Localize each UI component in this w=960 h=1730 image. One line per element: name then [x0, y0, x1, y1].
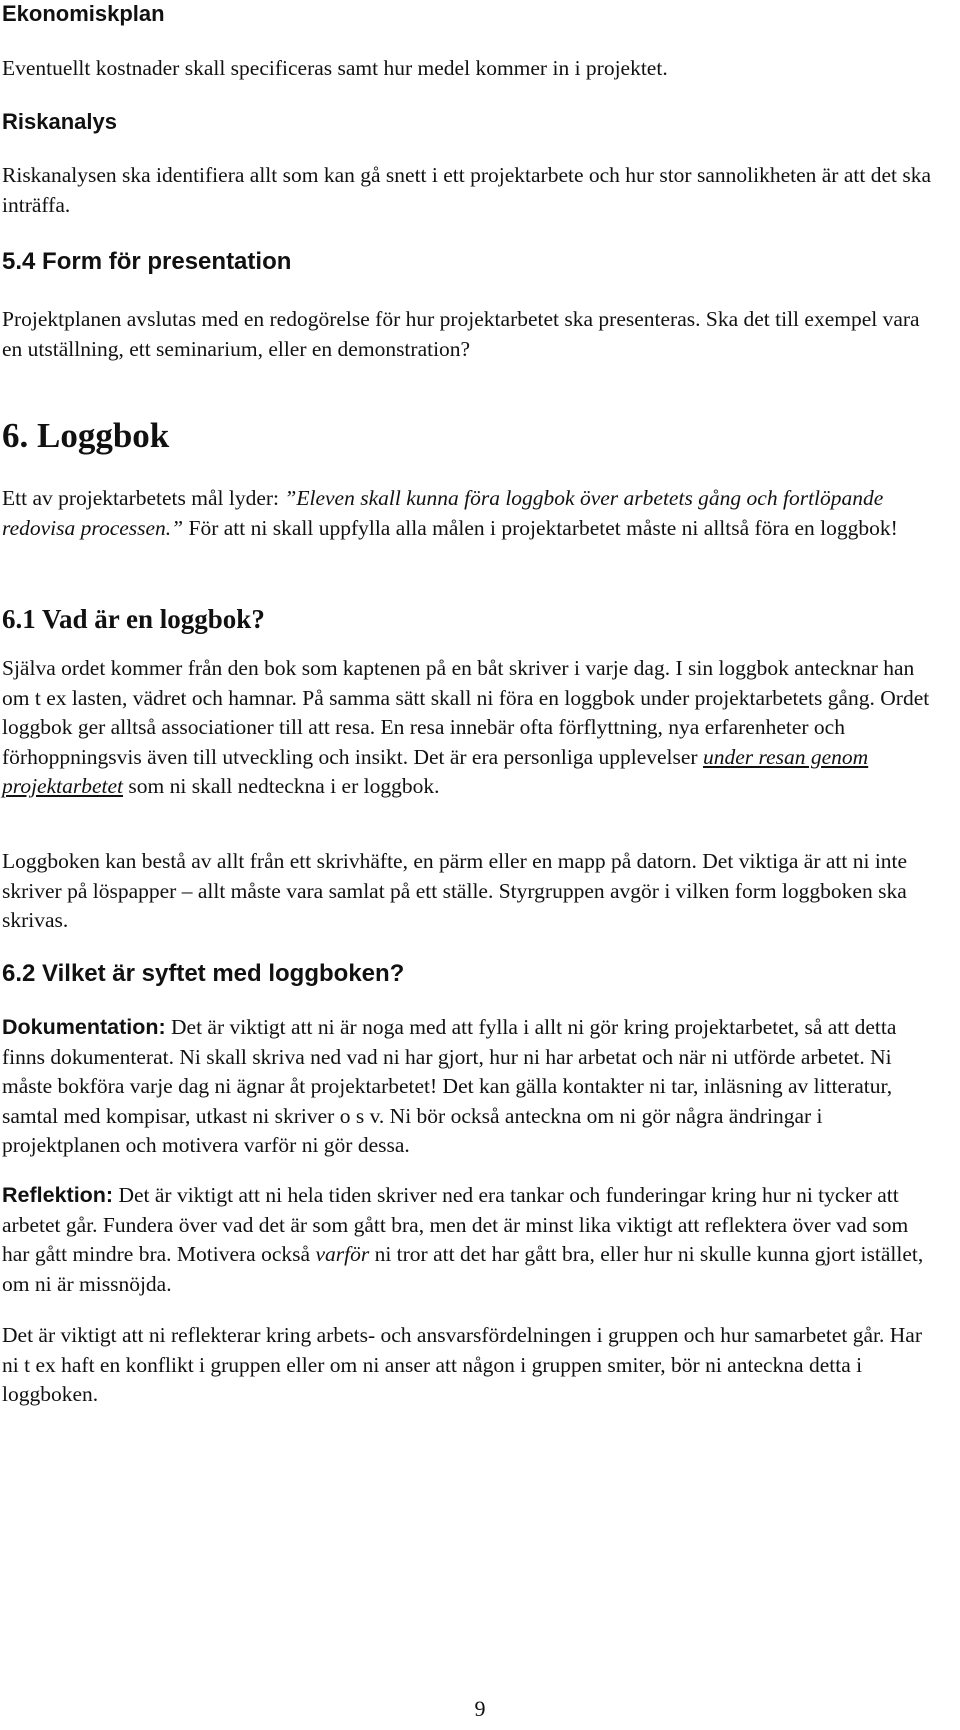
paragraph-dokumentation — [2, 1013, 932, 1161]
reflektion-label: Reflektion: — [2, 1183, 114, 1207]
heading-6-1: 6.1 Vad är en loggbok? — [2, 604, 265, 634]
p1-emphasis: under resan genom projektarbetet — [2, 744, 869, 798]
paragraph-5-4: Projektplanen avslutas med en redogörelse för hur projektarbetet ska presenteras. Ska det till exempel vara en utställning, ett seminarium, eller en demonstration? — [2, 307, 920, 361]
dokumentation-text: Det är viktigt att ni är noga med att fylla i allt ni gör kring projektarbetet, så att detta finns dokumenterat. Ni skall skriva ned vad ni har gjort, hur ni har arbetat och när ni utförde arbetet. Ni måste bokföra varje dag ni ägnar åt projektarbetet! Det kan gälla kontakter ni tar, inläsning av litteratur, samtal med kompisar, utkast ni skriver o s v. Ni bör också anteckna om ni gör några ändringar i projektplanen och motivera varför ni gör dessa. — [2, 1015, 897, 1157]
paragraph-riskanalys: Riskanalysen ska identifiera allt som kan gå snett i ett projektarbete och hur stor sannolikheten är att det ska inträffa. — [2, 163, 932, 217]
heading-5-4: 5.4 Form för presentation — [2, 248, 292, 275]
heading-ekonomiskplan: Ekonomiskplan — [2, 1, 165, 26]
intro-text-end: För att ni skall uppfylla alla målen i projektarbetet måste ni alltså föra en loggbok! — [183, 515, 898, 540]
paragraph-reflektion — [2, 1181, 932, 1299]
paragraph-ansvar: Det är viktigt att ni reflekterar kring arbets- och ansvarsfördelningen i gruppen och hur samarbetet går. Har ni t ex haft en konflikt i gruppen eller om ni anser att någon i gruppen smiter, bör ni anteckna detta i loggboken. — [2, 1323, 922, 1406]
p1-text-start: Själva ordet kommer från den bok som kaptenen på en båt skriver i varje dag. I sin loggbok antecknar han om t ex lasten, vädret och hamnar. På samma sätt skall ni föra en loggbok under projektarbetets gång. Ordet loggbok ger alltså associationer till att resa. En resa innebär ofta förflyttning, nya erfarenheter och förhoppningsvis även till utveckling och insikt. Det är era personliga upplevelser — [2, 656, 930, 769]
intro-text-start: Ett av projektarbetets mål lyder: — [2, 486, 285, 510]
paragraph-6-intro — [2, 484, 932, 543]
paragraph-6-1-b: Loggboken kan bestå av allt från ett skrivhäfte, en pärm eller en mapp på datorn. Det viktiga är att ni inte skriver på löspapper – allt måste vara samlat på ett ställe. Styrgruppen avgör i vilken form loggboken ska skrivas. — [2, 849, 908, 932]
reflektion-text-start: Det är viktigt att ni hela tiden skriver ned era tankar och funderingar kring hur ni tycker att arbetet går. Fundera över vad det är som gått bra, men det är minst lika viktigt att reflektera över vad som har gått mindre bra. Motivera också — [2, 1183, 909, 1266]
paragraph-ekonomiskplan: Eventuellt kostnader skall specificeras samt hur medel kommer in i projektet. — [2, 56, 668, 80]
heading-6-2: 6.2 Vilket är syftet med loggboken? — [2, 960, 405, 987]
heading-riskanalys: Riskanalys — [2, 109, 117, 134]
page-number: 9 — [474, 1696, 486, 1721]
reflektion-text-end: ni tror att det har gått bra, eller hur ni skulle kunna gjort istället, om ni är missnöjda. — [2, 1242, 924, 1296]
goal-quote: ”Eleven skall kunna föra loggbok över arbetets gång och fortlöpande redovisa processen.” — [2, 486, 884, 540]
heading-6-loggbok: 6. Loggbok — [2, 416, 170, 455]
p1-text-end: som ni skall nedteckna i er loggbok. — [123, 774, 440, 798]
reflektion-emphasis: varför — [315, 1242, 370, 1266]
paragraph-6-1-a — [2, 654, 932, 802]
dokumentation-label: Dokumentation: — [2, 1015, 166, 1039]
